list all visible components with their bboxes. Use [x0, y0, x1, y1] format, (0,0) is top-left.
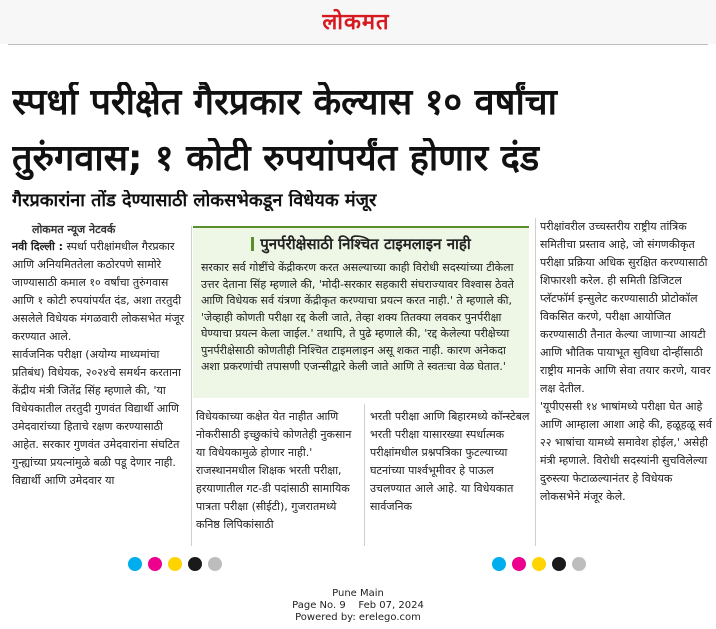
- black-swatch: [552, 557, 566, 571]
- box-title-text: पुनर्परीक्षेसाठी निश्चित टाइमलाइन नाही: [260, 235, 471, 253]
- magenta-swatch: [512, 557, 526, 571]
- paragraph-1-text: स्पर्धा परीक्षांमधील गैरप्रकार आणि अनियमिततेला कठोरपणे सामोरे जाण्यासाठी कमाल १० वर्षांचा तुरुंगवास आणि १ कोटी रुपयांपर्यंत दंड, अशा तरतुदी असलेले विधेयक मंगळवारी लोकसभेत मंजूर करण्यात आले.: [12, 240, 185, 343]
- dateline: नवी दिल्ली :: [12, 240, 64, 253]
- headline-line-1: स्पर्धा परीक्षेत गैरप्रकार केल्यास १० वर्षांचा: [12, 82, 557, 123]
- article-column-3: भरती परीक्षा आणि बिहारमध्ये कॉन्स्टेबल भरती परीक्षा यासारख्या स्पर्धात्मक परीक्षांमधील प्रश्नपत्रिका फुटल्याच्या घटनांच्या पार्श्वभूमीवर हे पाऊल उचलण्यात आले आहे. या विधेयकात सार्वजनिक: [370, 410, 530, 513]
- column-divider: [364, 404, 365, 546]
- box-body: सरकार सर्व गोष्टींचे केंद्रीकरण करत असल्याच्या काही विरोधी सदस्यांच्या टीकेला उत्तर देताना सिंह म्हणाले की, 'मोदी-सरकार सहकारी संघराज्यावर विश्वास ठेवते आणि विधेयक सर्व यंत्रणा केंद्रीकृत करण्याचा प्रयत्न करत नाही.' ते म्हणाले की, 'जेव्हाही कोणती परीक्षा रद्द केली जाते, तेव्हा शक्य तितक्या लवकर पुनर्परीक्षा घेण्याचा प्रयत्न केला जाईल.' तथापि, ते पुढे म्हणाले की, 'रद्द केलेल्या परीक्षेच्या पुनर्परीक्षेसाठी कोणतीही निश्चित टाइमलाइन असू शकत नाही. कारण अनेकदा अशा प्रकरणांची तपासणी एजन्सीद्वारे केली जाते आणि ते स्वतःचा वेळ घेतात.': [201, 261, 514, 373]
- masthead-divider: [8, 44, 708, 45]
- sidebar-box: [193, 226, 529, 398]
- byline: लोकमत न्यूज नेटवर्क: [32, 223, 116, 236]
- paragraph-2: सार्वजनिक परीक्षा (अयोग्य माध्यमांचा प्रतिबंध) विधेयक, २०२४चे समर्थन करताना केंद्रीय मंत्री जितेंद्र सिंह म्हणाले की, 'या विधेयकातील तरतुदी गुणवंत विद्यार्थी आणि उमेदवारांच्या हिताचे रक्षण करण्यासाठी आहेत. सरकार गुणवंत उमेदवारांना संघटित गुन्ह्यांच्या प्रयत्नांमुळे बळी पडू देणार नाही. विद्यार्थी आणि उमेदवार या: [12, 348, 181, 487]
- color-registration-strip-left: [128, 557, 222, 573]
- gray-swatch: [572, 557, 586, 571]
- box-title: [193, 234, 529, 254]
- cyan-swatch: [128, 557, 142, 571]
- column-divider: [535, 218, 536, 546]
- paragraph-1: [12, 238, 192, 346]
- edition-label: Pune Main: [332, 588, 384, 599]
- column-divider: [191, 226, 192, 546]
- article-column-1: [12, 238, 192, 490]
- color-registration-strip-right: [492, 557, 586, 573]
- article-column-2: विधेयकाच्या कक्षेत येत नाहीत आणि नोकरीसाठी इच्छुकांचे कोणतेही नुकसान या विधेयकामुळे होणार नाही.' राजस्थानमधील शिक्षक भरती परीक्षा, हरयाणातील गट-डी पदांसाठी सामायिक पात्रता परीक्षा (सीईटी), गुजरातमध्ये कनिष्ठ लिपिकांसाठी: [196, 410, 352, 531]
- headline-line-2: तुरुंगवास; १ कोटी रुपयांपर्यंत होणार दंड: [12, 138, 540, 179]
- page-footer: [0, 588, 716, 624]
- powered-by-label: Powered by: erelego.com: [295, 612, 421, 623]
- lokmat-logo: लोकमत: [322, 10, 390, 35]
- article-column-4: [540, 218, 712, 506]
- paragraph-col4-1: परीक्षांवरील उच्चस्तरीय राष्ट्रीय तांत्रिक समितीचा प्रस्ताव आहे, जो संगणकीकृत परीक्षा प्रक्रिया अधिक सुरक्षित करण्यासाठी शिफारशी करेल. ही समिती डिजिटल प्लॅटफॉर्म इन्सुलेट करण्यासाठी प्रोटोकॉल विकसित करणे, परीक्षा आयोजित करण्यासाठी तैनात केल्या जाणाऱ्या आयटी आणि भौतिक पायाभूत सुविधा दोन्हींसाठी राष्ट्रीय मानके आणि सेवा तयार करणे, यावर लक्ष देतील.: [540, 220, 711, 395]
- yellow-swatch: [532, 557, 546, 571]
- subheadline: गैरप्रकारांना तोंड देण्यासाठी लोकसभेकडून विधेयक मंजूर: [12, 190, 377, 211]
- box-title-bar: [251, 237, 254, 251]
- yellow-swatch: [168, 557, 182, 571]
- magenta-swatch: [148, 557, 162, 571]
- gray-swatch: [208, 557, 222, 571]
- black-swatch: [188, 557, 202, 571]
- page-date-label: Page No. 9 Feb 07, 2024: [292, 600, 424, 611]
- cyan-swatch: [492, 557, 506, 571]
- paragraph-col4-2: 'यूपीएससी १४ भाषांमध्ये परीक्षा घेत आहे आणि आम्हाला आशा आहे की, हळूहळू सर्व २२ भाषांचा यामध्ये समावेश होईल,' असेही मंत्री म्हणाले. विरोधी सदस्यांनी सुचविलेल्या दुरुस्त्या फेटाळल्यानंतर हे विधेयक लोकसभेने मंजूर केले.: [540, 400, 712, 503]
